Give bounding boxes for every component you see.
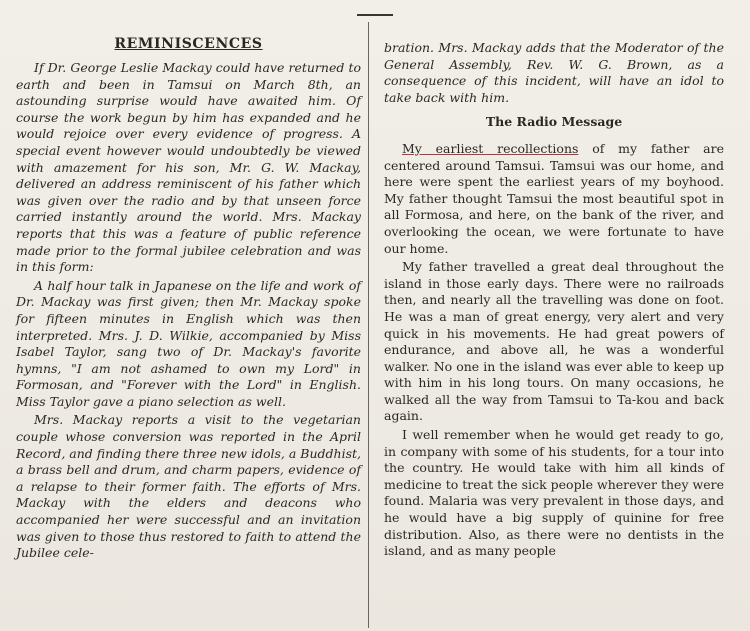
- paragraph-1: If Dr. George Leslie Mackay could have returned to earth and been in Tamsui on March 8th, an astounding surprise would have awaited him. Of course the work begun by him has expanded and he would rejoice over every evidence of progress. A special event however would undoubtedly be viewed with amazement for his son, Mr. G. W. Mackay, delivered an address reminiscent of his father which was given over the radio and by that unseen force carried instantly around the world. Mrs. Mackay reports that this was a feature of public reference made prior to the formal jubilee celebration and was in this form:: [16, 60, 361, 275]
- section-subhead: The Radio Message: [485, 114, 623, 130]
- headline: REMINISCENCES: [114, 36, 263, 52]
- column-divider: [368, 22, 369, 628]
- continued-paragraph: bration. Mrs. Mackay adds that the Moderator of the General Assembly, Rev. W. G. Brown, as a consequence of this incident, will have an idol to take back with him.: [384, 40, 724, 105]
- right-column: [384, 40, 724, 562]
- top-rule: [357, 14, 393, 16]
- paragraph-2: A half hour talk in Japanese on the life and work of Dr. Mackay was first given; then Mr. Mackay spoke for fifteen minutes in English which was then interpreted. Mrs. J. D. Wilkie, accompanied by Miss Isabel Taylor, sang two of Dr. Mackay's favorite hymns, "I am not ashamed to own my Lord" in Formosan, and "Forever with the Lord" in English. Miss Taylor gave a piano selection as well.: [16, 277, 361, 409]
- paragraph-3: Mrs. Mackay reports a visit to the vegetarian couple whose conversion was reported in the April Record, and finding there three new idols, a Buddhist, a brass bell and drum, and charm papers, evidence of a relapse to their former faith. The efforts of Mrs. Mackay with the elders and deacons who accompanied her were successful and an invitation was given to those thus restored to faith to attend the Jubilee cele-: [16, 412, 361, 561]
- radio-paragraph-2: My father travelled a great deal throughout the island in those early days. There were no railroads then, and nearly all the travelling was done on foot. He was a man of great energy, very alert and very quick in his movements. He had great powers of endurance, and above all, he was a wonderful walker. No one in the island was ever able to keep up with him in his long tours. On many occasions, he walked all the way from Tamsui to Ta-kou and back again.: [384, 259, 724, 424]
- radio-paragraph-3: I well remember when he would get ready to go, in company with some of his students, for a tour into the country. He would take with him all kinds of medicine to treat the sick people wherever they were found. Malaria was very prevalent in those days, and he would have a big supply of quinine for free distribution. Also, as there were no dentists in the island, and as many people: [384, 427, 724, 559]
- radio-paragraph-1-rest: of my father are centered around Tamsui. Tamsui was our home, and here were spent the earliest years of my boyhood. My father thought Tamsui the most beautiful spot in all Formosa, and here, on the bank of the river, and overlooking the ocean, we were fortunate to have our home.: [384, 140, 724, 256]
- left-column: [16, 36, 361, 564]
- underlined-phrase: My earliest recollections: [402, 140, 579, 156]
- radio-paragraph-1: [384, 141, 724, 257]
